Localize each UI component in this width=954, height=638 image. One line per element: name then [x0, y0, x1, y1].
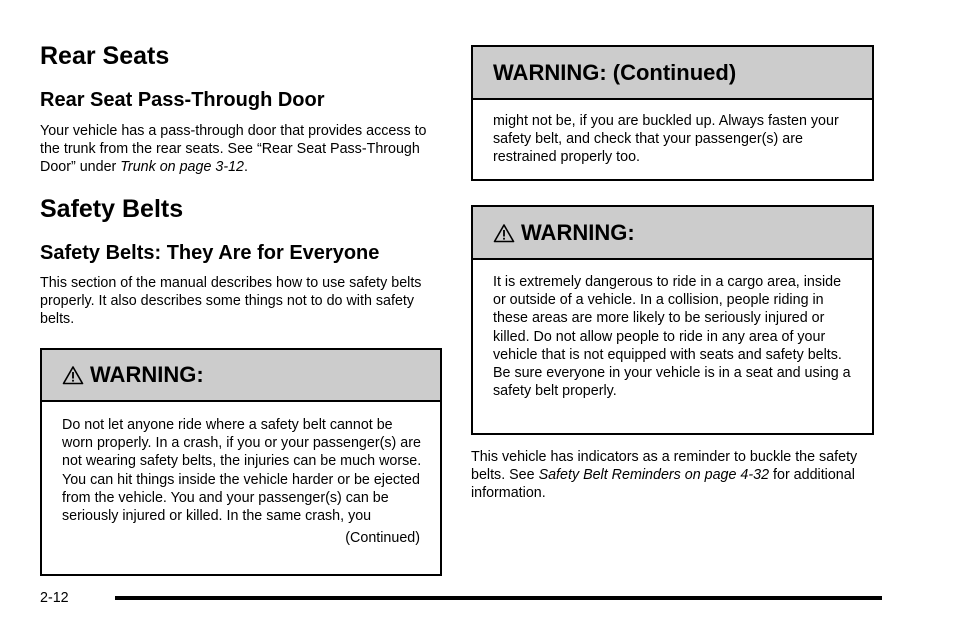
pass-through-text: Your vehicle has a pass-through door that provides access to the trunk from the rear seats. See “Rear Seat Pass-Through Door” under — [40, 123, 427, 175]
for-everyone-paragraph: This section of the manual describes how to use safety belts properly. It also describes some things not to do with safety belts. — [40, 275, 422, 327]
warning-continued-text: might not be, if you are buckled up. Always fasten your safety belt, and check that your passenger(s) are restrained properly too. — [493, 113, 839, 166]
warning-body — [42, 402, 440, 546]
warning-continued-body — [473, 100, 872, 167]
warning-title: WARNING: — [90, 362, 204, 387]
warning-continued-title: WARNING: (Continued) — [493, 59, 737, 85]
warning-body-2 — [473, 260, 872, 400]
rear-seats-title: Rear Seats — [40, 42, 170, 70]
pass-through-heading: Rear Seat Pass-Through Door — [40, 89, 325, 111]
safety-belts-title: Safety Belts — [40, 195, 184, 223]
warning-continued-box — [471, 45, 874, 181]
warning-text: Do not let anyone ride where a safety belt cannot be worn properly. In a crash, if you or your passenger(s) are not wearing safety belts, the injuries can be much worse. You can hit things inside the vehicle harder or be ejected from the vehicle. You and your passenger(s) can be seriously injured or killed. In the same crash, you — [62, 417, 422, 525]
trunk-reference: Trunk on page 3-12 — [120, 159, 244, 175]
warning-header — [42, 350, 440, 402]
reminder-text: This vehicle has indicators as a reminder to buckle the safety belts. See — [471, 449, 858, 483]
left-column — [40, 40, 442, 576]
warning-header-2 — [473, 207, 872, 260]
warning-continued-header — [473, 47, 872, 100]
warning-text-2: It is extremely dangerous to ride in a cargo area, inside or outside of a vehicle. In a collision, people riding in these areas are more likely to be seriously injured or killed. Do not allow people to ride in any area of your vehicle that is not equipped with seats and safety belts. Be sure everyone in your vehicle is in a seat and using a safety belt properly. — [493, 274, 851, 400]
warning-box-2 — [471, 205, 874, 435]
for-everyone-heading: Safety Belts: They Are for Everyone — [40, 242, 380, 264]
warning-title-2: WARNING: — [521, 219, 635, 245]
continued-label: (Continued) — [345, 530, 420, 547]
reminder-end: for additional information. — [471, 467, 855, 501]
warning-box — [40, 348, 442, 576]
warning-triangle-icon — [62, 365, 84, 385]
right-column — [471, 45, 874, 502]
reminder-paragraph — [471, 448, 874, 502]
pass-through-end: . — [244, 159, 248, 175]
page-number: 2-12 — [40, 590, 69, 606]
warning-triangle-icon — [493, 223, 515, 243]
footer-rule — [115, 596, 882, 600]
reminder-reference: Safety Belt Reminders on page 4-32 — [538, 467, 770, 483]
pass-through-paragraph — [40, 122, 442, 176]
